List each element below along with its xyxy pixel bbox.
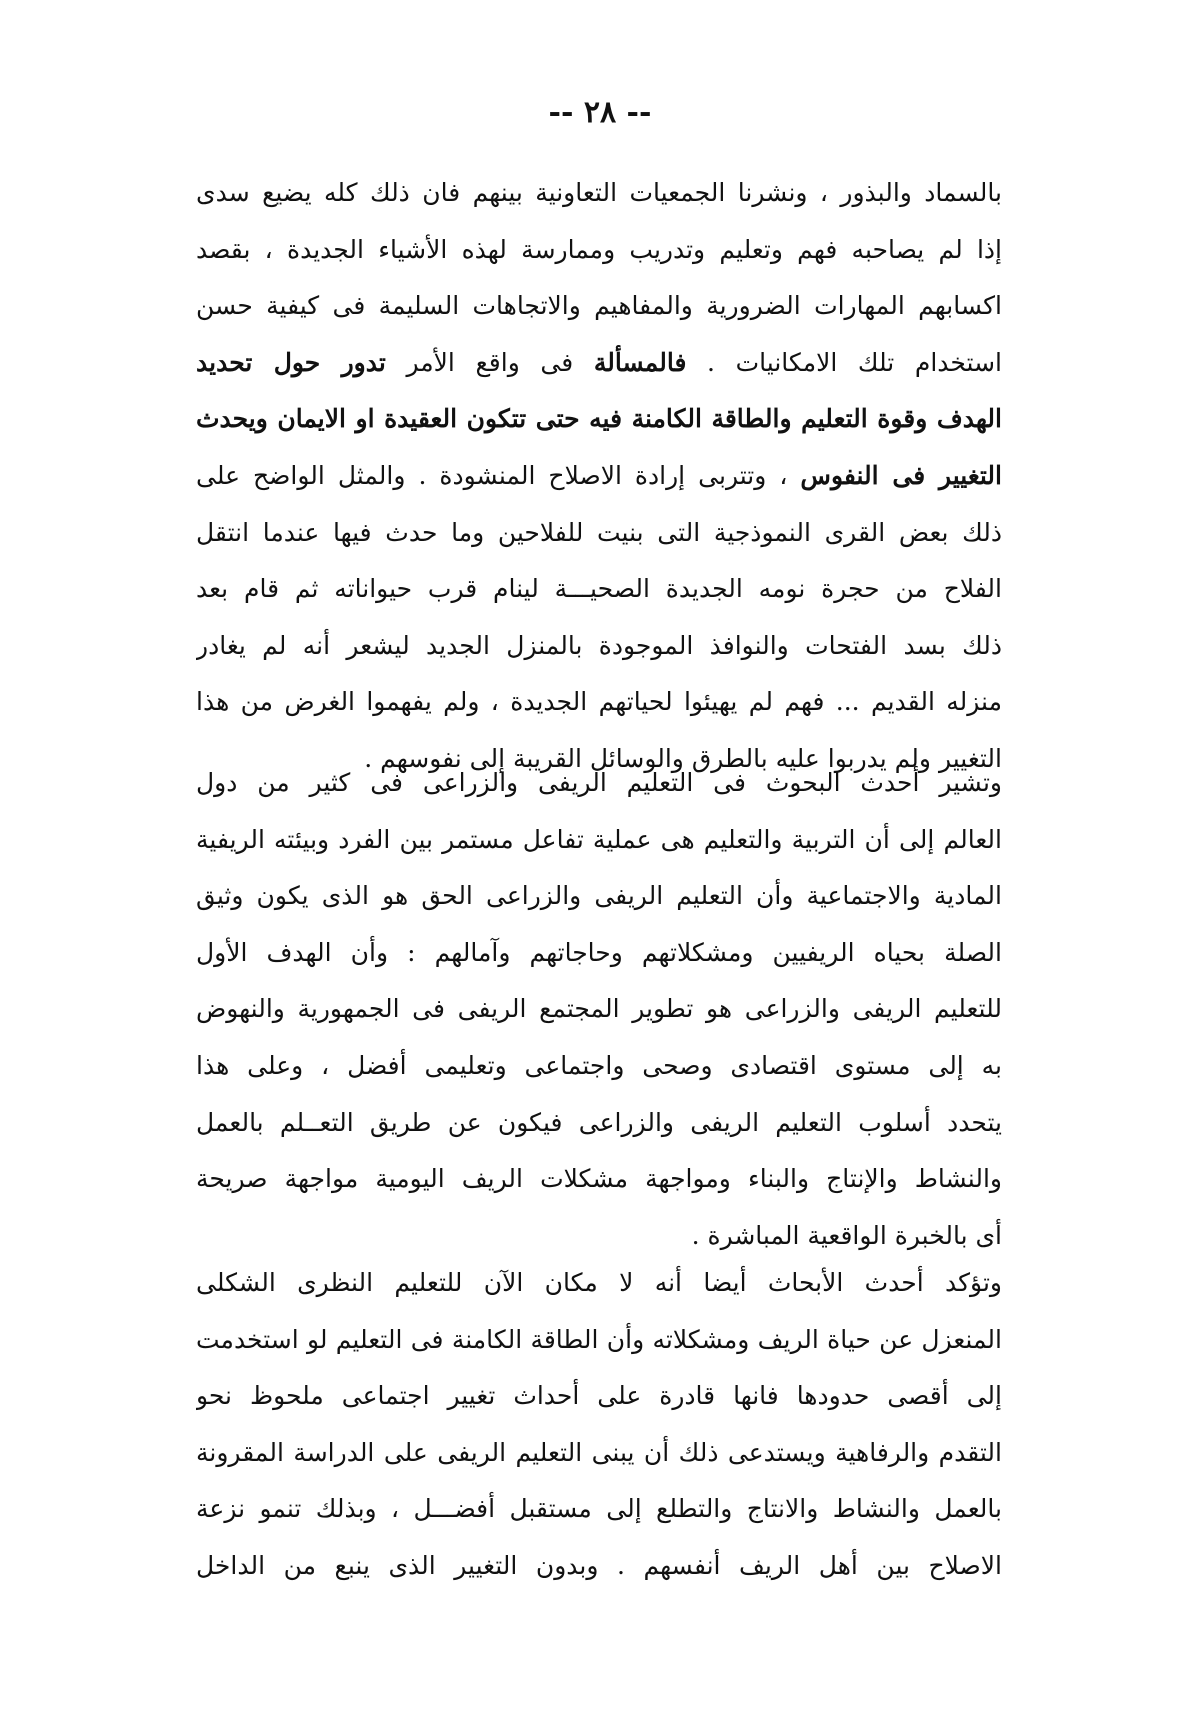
text-line — [196, 448, 1002, 505]
text-line: التغيير ولم يدربوا عليه بالطرق والوسائل القريبة إلى نفوسهم . — [364, 743, 1002, 773]
line-segment: ، وتتربى إرادة الاصلاح المنشودة . والمثل الواضح على — [196, 460, 801, 490]
line-segment: استخدام تلك الامكانيات . — [686, 347, 1002, 377]
paragraph-2 — [196, 755, 1002, 1264]
bold-phrase: تدور حول تحديد — [196, 347, 386, 377]
text-line: العالم إلى أن التربية والتعليم هى عملية تفاعل مستمر بين الفرد وبيئته الريفية — [196, 824, 1002, 854]
text-line: إلى أقصى حدودها فانها قادرة على أحداث تغيير اجتماعى ملحوظ نحو — [196, 1381, 1002, 1411]
text-line: الصلة بحياه الريفيين ومشكلاتهم وحاجاتهم وآمالهم : وأن الهدف الأول — [196, 937, 1002, 967]
bold-phrase: فالمسألة — [593, 347, 687, 377]
page-number: -- ٢٨ -- — [548, 95, 652, 130]
text-line: بالعمل والنشاط والانتاج والتطلع إلى مستقبل أفضـــل ، وبذلك تنمو نزعة — [196, 1494, 1002, 1524]
text-line: ذلك بسد الفتحات والنوافذ الموجودة بالمنزل الجديد ليشعر أنه لم يغادر — [196, 630, 1002, 660]
paragraph-3 — [196, 1255, 1002, 1595]
text-line: ذلك بعض القرى النموذجية التى بنيت للفلاحين وما حدث فيها عندما انتقل — [196, 517, 1002, 547]
text-line: للتعليم الريفى والزراعى هو تطوير المجتمع الريفى فى الجمهورية والنهوض — [196, 994, 1002, 1024]
text-line: أى بالخبرة الواقعية المباشرة . — [691, 1220, 1002, 1250]
text-line: المادية والاجتماعية وأن التعليم الريفى والزراعى الحق هو الذى يكون وثيق — [196, 881, 1002, 911]
text-line: التقدم والرفاهية ويستدعى ذلك أن يبنى التعليم الريفى على الدراسة المقرونة — [196, 1437, 1002, 1467]
text-line: والنشاط والإنتاج والبناء ومواجهة مشكلات الريف اليومية مواجهة صريحة — [196, 1164, 1002, 1194]
text-line: الفلاح من حجرة نومه الجديدة الصحيـــة لينام قرب حيواناته ثم قام بعد — [196, 574, 1002, 604]
line-segment: فى واقع الأمر — [385, 347, 594, 377]
text-line: يتحدد أسلوب التعليم الريفى والزراعى فيكون عن طريق التعــلم بالعمل — [196, 1107, 1002, 1137]
text-line: منزله القديم ... فهم لم يهيئوا لحياتهم الجديدة ، ولم يفهموا الغرض من هذا — [196, 687, 1002, 717]
text-line: وتؤكد أحدث الأبحاث أيضا أنه لا مكان الآن للتعليم النظرى الشكلى — [196, 1268, 1002, 1297]
paragraph-1 — [196, 165, 1002, 788]
text-line: به إلى مستوى اقتصادى وصحى واجتماعى وتعليمى أفضل ، وعلى هذا — [196, 1050, 1002, 1080]
text-line: اكسابهم المهارات الضرورية والمفاهيم والاتجاهات السليمة فى كيفية حسن — [196, 291, 1002, 321]
text-line — [196, 335, 1002, 392]
text-line: الاصلاح بين أهل الريف أنفسهم . وبدون التغيير الذى ينبع من الداخل — [196, 1550, 1002, 1580]
text-line: بالسماد والبذور ، ونشرنا الجمعيات التعاونية بينهم فان ذلك كله يضيع سدى — [196, 178, 1002, 207]
bold-phrase: التغيير فى النفوس — [800, 460, 1002, 490]
text-line-bold: الهدف وقوة التعليم والطاقة الكامنة فيه حتى تتكون العقيدة او الايمان ويحدث — [196, 404, 1002, 434]
text-line: المنعزل عن حياة الريف ومشكلاته وأن الطاقة الكامنة فى التعليم لو استخدمت — [196, 1324, 1002, 1354]
text-line: وتشير أحدث البحوث فى التعليم الريفى والزراعى فى كثير من دول — [196, 768, 1002, 797]
text-line: إذا لم يصاحبه فهم وتعليم وتدريب وممارسة لهذه الأشياء الجديدة ، بقصد — [196, 234, 1002, 264]
